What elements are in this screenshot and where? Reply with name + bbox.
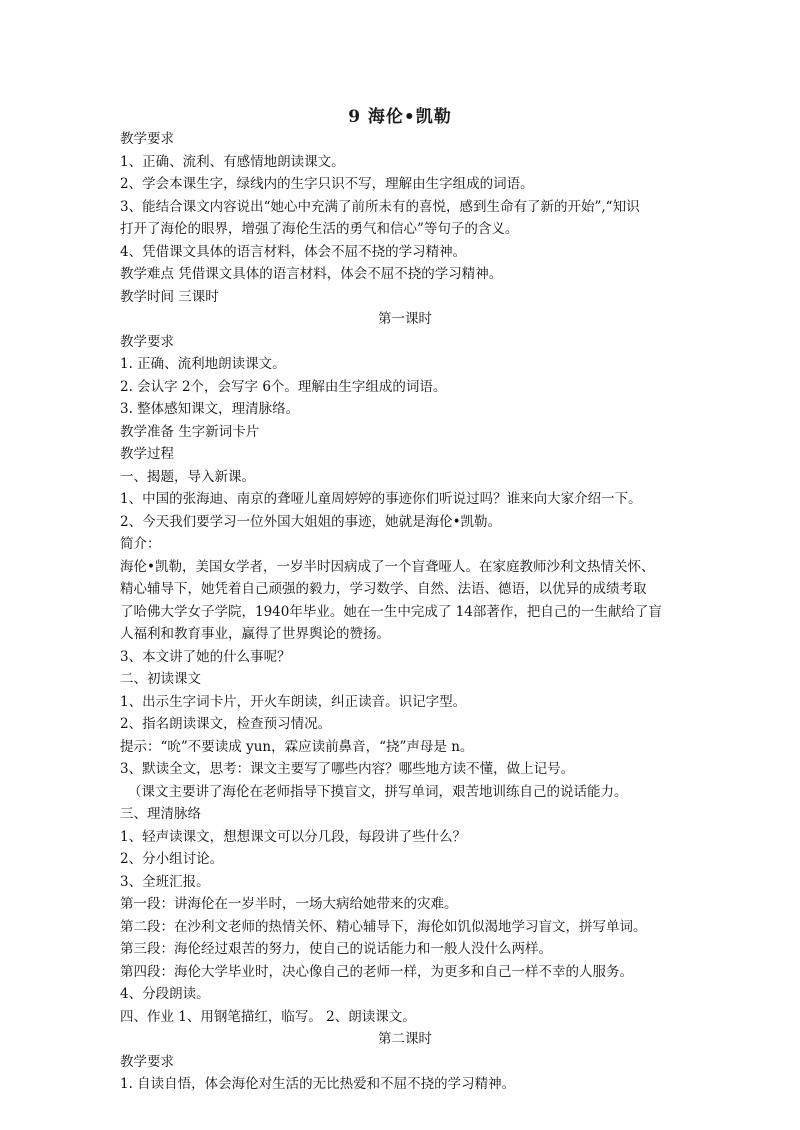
text-line: 2. 会认字 2个，会写字 6个。理解由生字组成的词语。 <box>120 378 447 395</box>
text-line: 1. 自读自悟，体会海伦对生活的无比热爱和不屈不挠的学习精神。 <box>120 1076 516 1092</box>
text-line: 第一段：讲海伦在一岁半时，一场大病给她带来的灾难。 <box>120 896 458 912</box>
document-body <box>120 128 690 1096</box>
text-line: 海伦•凯勒，美国女学者，一岁半时因病成了一个盲聋哑人。在家庭教师沙利文热情关怀、 <box>120 558 655 575</box>
text-line: 教学准备 生字新词卡片 <box>120 423 260 440</box>
text-line: 3、默读全文，思考：课文主要写了哪些内容？哪些地方读不懂，做上记号。 <box>120 761 575 777</box>
text-line: 4、凭借课文具体的语言材料，体会不屈不挠的学习精神。 <box>120 243 467 260</box>
text-line: 1、正确、流利、有感情地朗读课文。 <box>120 153 345 170</box>
text-line: 二、初读课文 <box>120 671 201 687</box>
text-line: 1、出示生字词卡片，开火车朗读，纠正读音。识记字型。 <box>120 693 467 710</box>
text-line: 人福利和教育事业，赢得了世界舆论的赞扬。 <box>120 626 390 642</box>
text-line: 2、指名朗读课文，检查预习情况。 <box>120 716 332 732</box>
text-line: 提示：“吮”不要读成 yun，霖应读前鼻音，“挠”声母是 n。 <box>120 738 474 755</box>
text-line: 2、今天我们要学习一位外国大姐姐的事迹，她就是海伦•凯勒。 <box>120 513 502 530</box>
text-line: 教学过程 <box>120 446 174 462</box>
text-line: 四、作业 1、用钢笔描红，临写。 2、朗读课文。 <box>120 1008 416 1025</box>
text-line: 了哈佛大学女子学院，1940年毕业。她在一生中完成了 14部著作，把自己的一生献给了盲 <box>120 603 662 620</box>
text-line: 1、轻声读课文，想想课文可以分几段，每段讲了些什么？ <box>120 828 467 845</box>
text-line: 教学要求 <box>120 1053 174 1070</box>
page-title: 9 海伦•凯勒 <box>348 107 452 127</box>
text-line: 第三段：海伦经过艰苦的努力，使自己的说话能力和一般人没什么两样。 <box>120 941 552 957</box>
text-line: 3. 整体感知课文，理清脉络。 <box>120 401 300 417</box>
text-line: 简介： <box>120 536 161 552</box>
text-line: 教学难点 凭借课文具体的语言材料，体会不屈不挠的学习精神。 <box>120 266 503 282</box>
text-line: 3、本文讲了她的什么事呢？ <box>120 648 291 665</box>
text-line: 4、分段朗读。 <box>120 986 210 1002</box>
text-line: 2、分小组讨论。 <box>120 851 224 867</box>
text-line: 教学时间 三课时 <box>120 288 219 305</box>
text-line: 1. 正确、流利地朗读课文。 <box>120 356 286 372</box>
text-line: 3、全班汇报。 <box>120 873 210 890</box>
text-line: （课文主要讲了海伦在老师指导下摸盲文，拼写单词，艰苦地训练自己的说话能力。 <box>128 783 628 800</box>
text-line: 2、学会本课生字，绿线内的生字只识不写，理解由生字组成的词语。 <box>120 176 534 192</box>
section-heading: 第一课时 <box>378 311 432 327</box>
text-line: 教学要求 <box>120 333 174 350</box>
text-line: 打开了海伦的眼界，增强了海伦生活的勇气和信心”等句子的含义。 <box>120 221 519 237</box>
text-line: 第二段：在沙利文老师的热情关怀、精心辅导下，海伦如饥似渴地学习盲文，拼写单词。 <box>120 918 647 935</box>
text-line: 第四段：海伦大学毕业时，决心像自己的老师一样，为更多和自己一样不幸的人服务。 <box>120 963 633 980</box>
text-line: 一、揭题，导入新课。 <box>120 468 255 485</box>
text-line: 教学要求 <box>120 131 174 147</box>
text-line: 3、能结合课文内容说出“她心中充满了前所未有的喜悦，感到生命有了新的开始”,“知识 <box>120 198 640 215</box>
text-line: 精心辅导下，她凭着自己顽强的毅力，学习数学、自然、法语、德语，以优异的成绩考取 <box>120 581 647 597</box>
section-heading: 第二课时 <box>378 1031 432 1047</box>
text-line: 三、理清脉络 <box>120 806 201 822</box>
text-line: 1、中国的张海迪、南京的聋哑儿童周婷婷的事迹你们听说过吗？谁来向大家介绍一下。 <box>120 491 642 507</box>
